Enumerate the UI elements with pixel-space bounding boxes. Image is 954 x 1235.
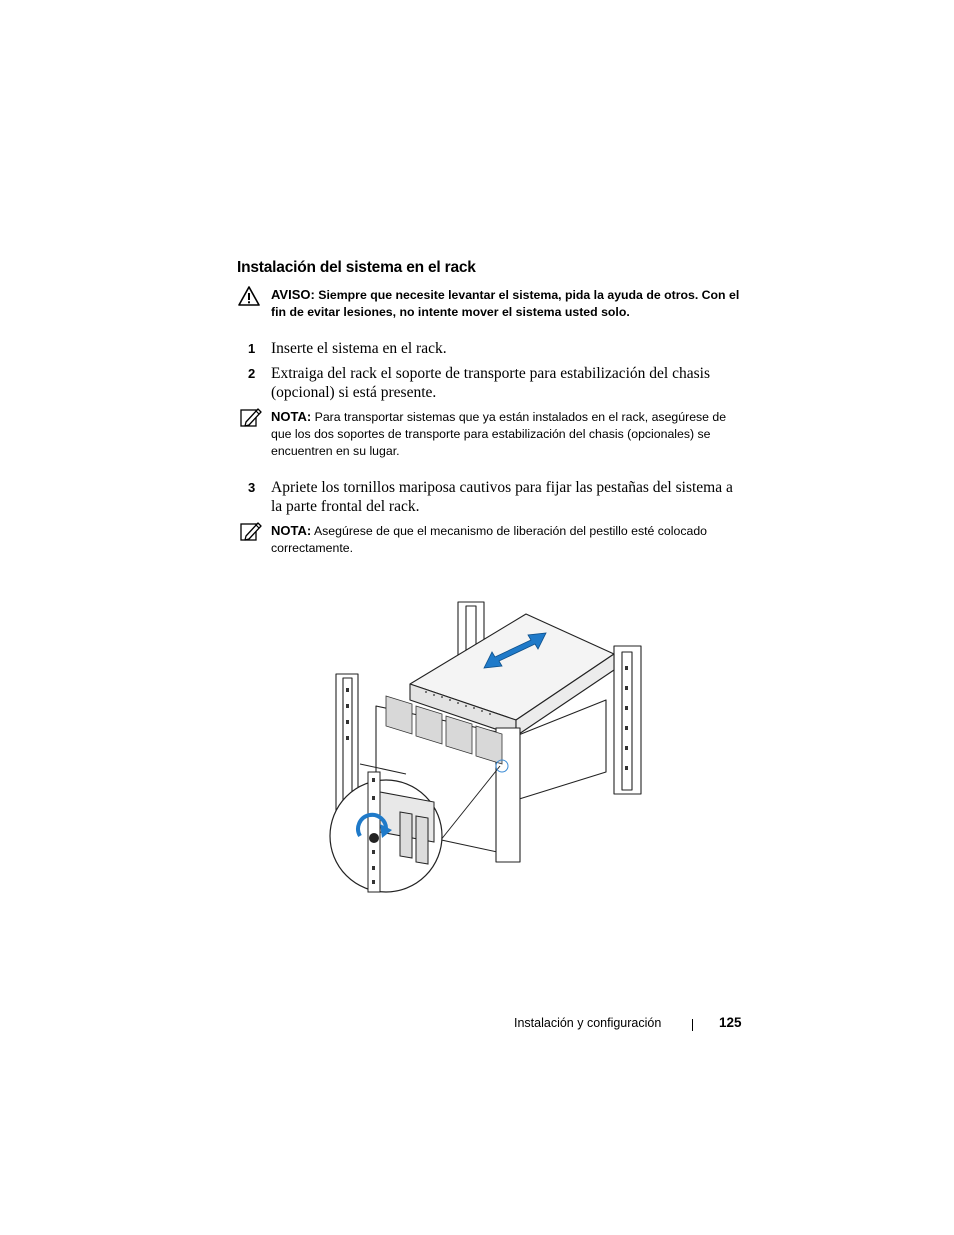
- pencil-note-icon: [240, 520, 262, 542]
- footer-section-title: Instalación y configuración: [514, 1016, 662, 1030]
- pencil-note-icon: [240, 406, 262, 428]
- section-heading: Instalación del sistema en el rack: [237, 259, 476, 276]
- note-body: Asegúrese de que el mecanismo de liberación del pestillo esté colocado correctamente.: [271, 524, 708, 555]
- warning-text: [271, 286, 741, 321]
- warning-label: AVISO:: [271, 287, 315, 302]
- step-text: Apriete los tornillos mariposa cautivos para fijar las pestañas del sistema a la parte frontal del rack.: [271, 479, 733, 515]
- note-label: NOTA:: [271, 523, 312, 538]
- step-number: 2: [248, 366, 256, 381]
- step-text: Extraiga del rack el soporte de transporte para estabilización del chasis (opcional) si está presente.: [271, 365, 710, 401]
- note-body: Para transportar sistemas que ya están instalados en el rack, asegúrese de que los dos soportes de transporte para estabilización del chasis (opcionales) se encuentren en su lugar.: [271, 410, 727, 458]
- page-number: 125: [719, 1015, 742, 1030]
- warning-triangle-icon: [238, 285, 260, 307]
- step-number: 1: [248, 341, 256, 356]
- note-text: [271, 408, 741, 460]
- note-label: NOTA:: [271, 409, 312, 424]
- step-text: Inserte el sistema en el rack.: [271, 340, 447, 357]
- rack-installation-figure: [316, 596, 662, 894]
- footer-separator: [692, 1019, 693, 1031]
- step-number: 3: [248, 480, 256, 495]
- warning-body: Siempre que necesite levantar el sistema, pida la ayuda de otros. Con el fin de evitar lesiones, no intente mover el sistema usted solo.: [271, 288, 740, 319]
- note-text: [271, 522, 741, 557]
